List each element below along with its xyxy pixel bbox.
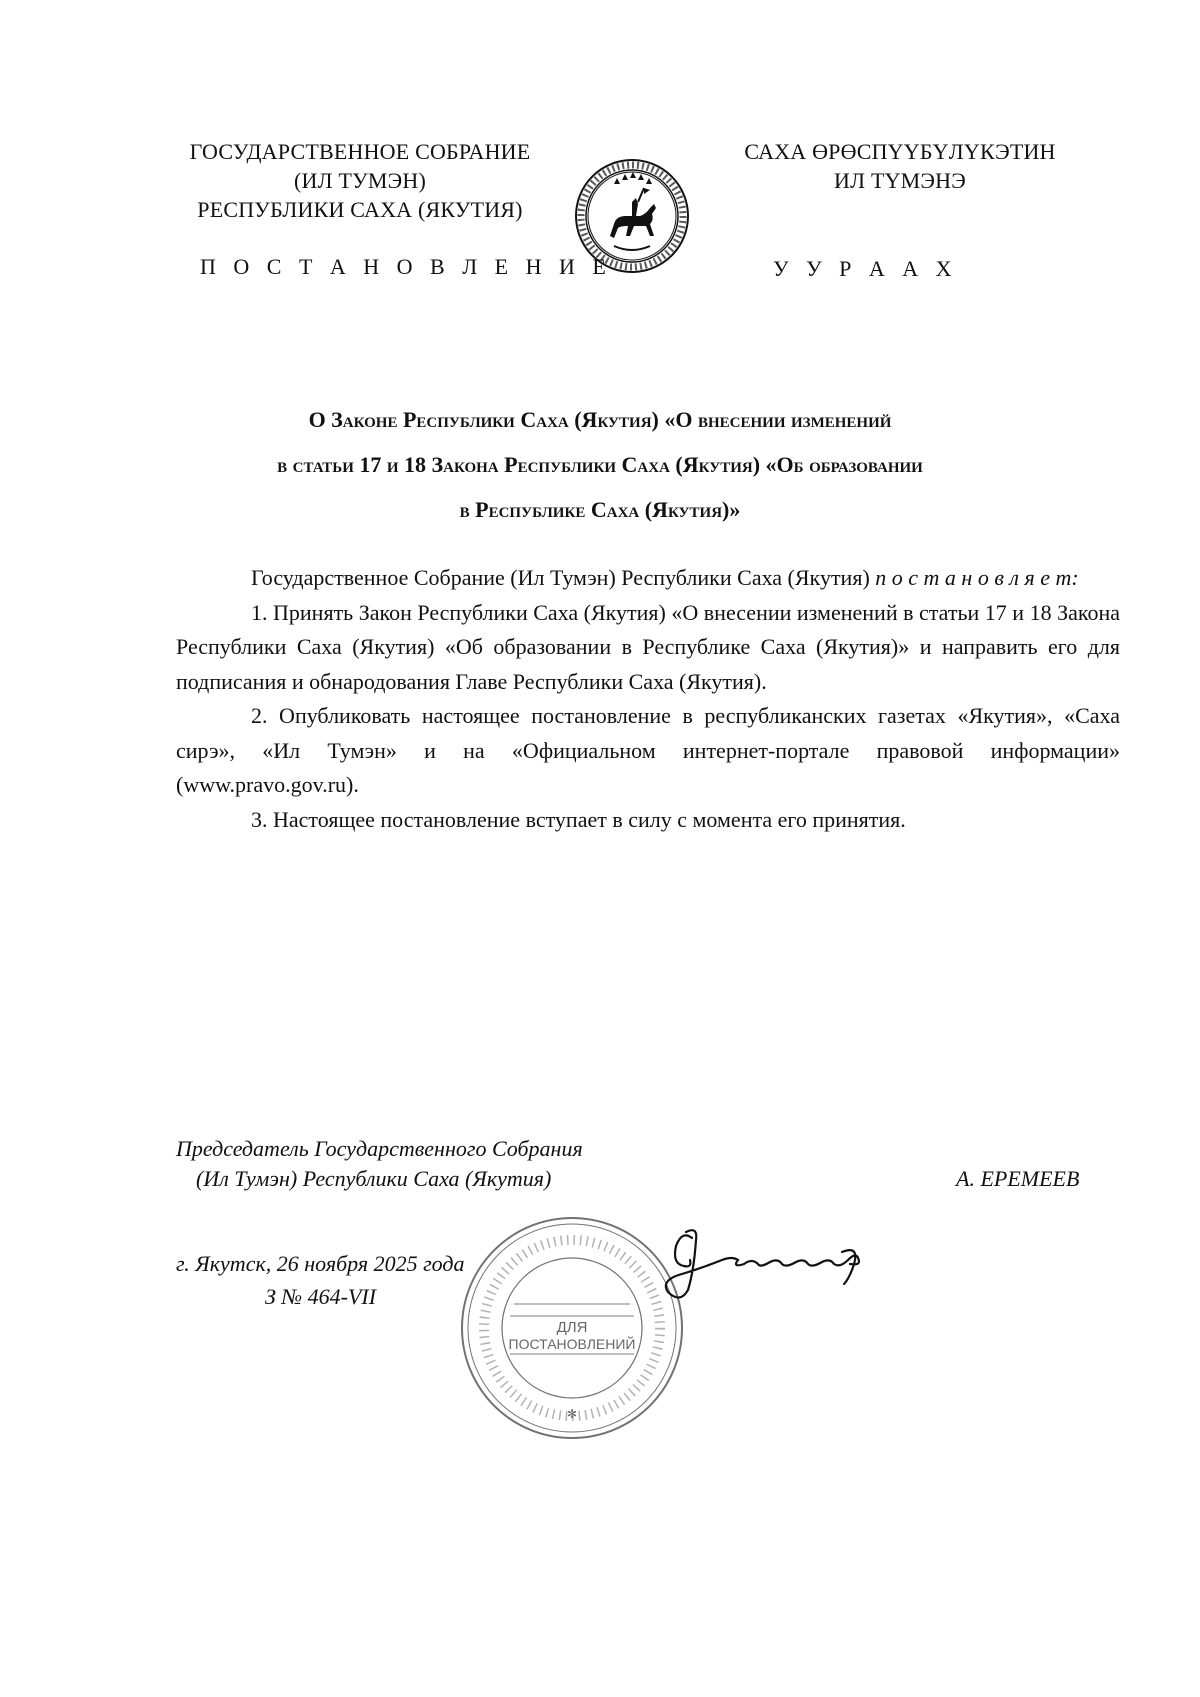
doc-type-left: П О С Т А Н О В Л Е Н И Е bbox=[200, 254, 612, 279]
preamble bbox=[176, 561, 1120, 596]
document-body bbox=[176, 561, 1120, 837]
stamp-icon bbox=[452, 1208, 692, 1448]
header-right-line-1: САХА ӨРӨСПҮҮБҮЛҮКЭТИН bbox=[744, 139, 1056, 164]
document-title bbox=[180, 397, 1020, 532]
official-stamp bbox=[452, 1208, 692, 1448]
signature-icon bbox=[662, 1220, 902, 1330]
header-right-block bbox=[700, 137, 1100, 195]
preamble-verb: п о с т а н о в л я е т: bbox=[875, 565, 1079, 590]
signatory-position-line-2: (Ил Тумэн) Республики Саха (Якутия) bbox=[196, 1166, 552, 1191]
header-left-line-2: (ИЛ ТУМЭН) bbox=[294, 168, 426, 193]
header-left-block bbox=[150, 137, 570, 224]
place-date: г. Якутск, 26 ноября 2025 года bbox=[176, 1251, 465, 1276]
header-left-line-1: ГОСУДАРСТВЕННОЕ СОБРАНИЕ bbox=[189, 139, 531, 164]
svg-text:✻: ✻ bbox=[566, 1407, 578, 1421]
stamp-line-1: ДЛЯ bbox=[556, 1319, 588, 1336]
header-right-line-2: ИЛ ТҮМЭНЭ bbox=[834, 168, 966, 193]
header-left-line-3: РЕСПУБЛИКИ САХА (ЯКУТИЯ) bbox=[197, 197, 523, 222]
doc-type-right: У У Р А А Х bbox=[773, 256, 958, 281]
stamp-line-2: ПОСТАНОВЛЕНИЙ bbox=[508, 1336, 636, 1352]
handwritten-signature bbox=[662, 1220, 902, 1330]
body-item-1: 1. Принять Закон Республики Саха (Якутия) «О внесении изменений в статьи 17 и 18 Закона Республики Саха (Якутия) «Об образовании в Республике Саха (Якутия)» и направить его для подписания и обнародования Главе Республики Саха (Якутия). bbox=[176, 599, 1120, 694]
signatory-position-line-1: Председатель Государственного Собрания bbox=[176, 1136, 583, 1161]
preamble-text: Государственное Собрание (Ил Тумэн) Республики Саха (Якутия) bbox=[251, 565, 870, 590]
body-item-3: 3. Настоящее постановление вступает в силу с момента его принятия. bbox=[251, 806, 906, 832]
document-number: З № 464-VII bbox=[265, 1284, 377, 1309]
body-item-2: 2. Опубликовать настоящее постановление в республиканских газетах «Якутия», «Саха сирэ», «Ил Тумэн» и на «Официальном интернет-портале правовой информации» (www.pravo.gov.ru). bbox=[176, 703, 1120, 797]
signatory-name: А. ЕРЕМЕЕВ bbox=[956, 1166, 1080, 1191]
title-line-3: в Республике Саха (Якутия)» bbox=[459, 497, 741, 522]
title-line-2: в статьи 17 и 18 Закона Республики Саха (Якутия) «Об образовании bbox=[277, 452, 923, 477]
title-line-1: О Законе Республики Саха (Якутия) «О внесении изменений bbox=[308, 407, 892, 432]
